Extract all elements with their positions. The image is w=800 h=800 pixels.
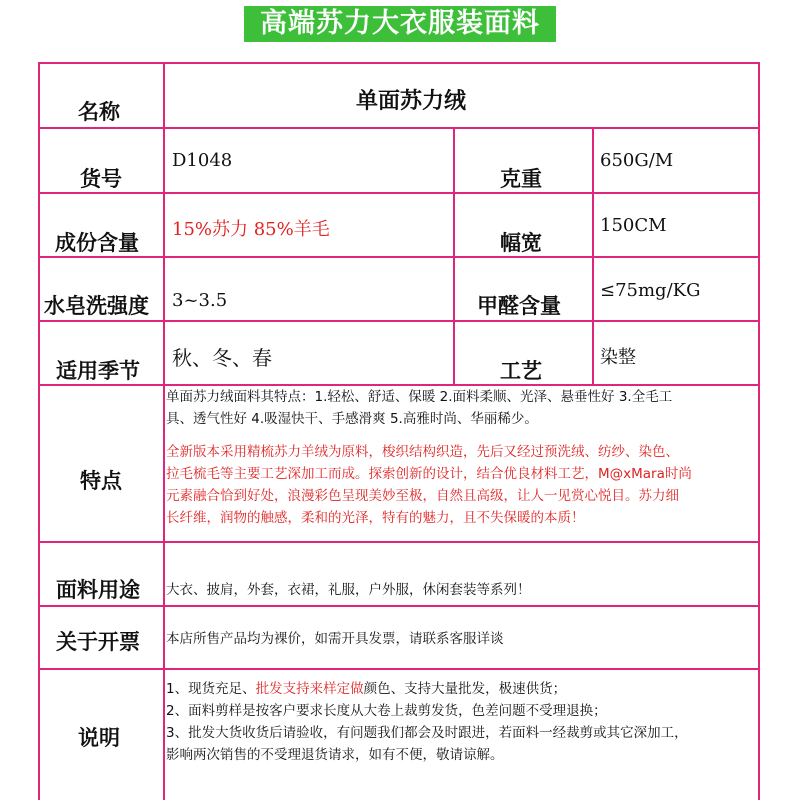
row-divider	[38, 320, 760, 322]
row-divider	[38, 668, 760, 670]
weight-label: 克重	[500, 167, 542, 191]
width-value: 150CM	[600, 215, 667, 236]
process-label: 工艺	[500, 359, 542, 383]
notes-line1-highlight: 批发支持来样定做	[255, 681, 364, 697]
row-divider	[38, 605, 760, 607]
col-divider	[592, 127, 594, 384]
notes-line: 2、面料剪样是按客户要求长度从大卷上裁剪发货，色差问题不受理退换；	[166, 703, 607, 719]
width-label: 幅宽	[500, 231, 542, 255]
invoice-label: 关于开票	[56, 630, 140, 654]
season-value: 秋、冬、春	[172, 346, 272, 370]
composition-label: 成份含量	[55, 231, 139, 255]
notes-label: 说明	[78, 726, 120, 750]
row-divider	[38, 256, 760, 258]
features-line-red: 长纤维，润物的触感，柔和的光泽，特有的魅力，且不失保暖的本质！	[166, 510, 585, 526]
features-line-red: 全新版本采用精梳苏力羊绒为原料，梭织结构织造，先后又经过预洗绒、纺纱、染色、	[166, 444, 679, 460]
item-no-value: D1048	[172, 150, 233, 171]
features-label: 特点	[80, 469, 122, 493]
weight-value: 650G/M	[600, 150, 674, 171]
usage-value: 大衣、披肩，外套，衣裙，礼服，户外服，休闲套装等系列！	[166, 582, 531, 598]
features-spacer	[166, 430, 692, 441]
process-value: 染整	[600, 347, 636, 368]
notes-text	[166, 678, 688, 766]
page-title: 高端苏力大衣服装面料	[244, 6, 556, 42]
features-text	[166, 386, 692, 529]
name-label: 名称	[78, 100, 120, 124]
season-label: 适用季节	[56, 359, 140, 383]
item-no-label: 货号	[80, 167, 122, 191]
features-line-red: 拉毛梳毛等主要工艺深加工而成。探索创新的设计，结合优良材料工艺，M@xMara时尚	[166, 466, 692, 482]
row-divider	[38, 192, 760, 194]
features-line: 具、透气性好 4.吸湿快干、手感滑爽 5.高雅时尚、华丽稀少。	[166, 411, 538, 427]
notes-line	[166, 678, 688, 700]
features-line: 单面苏力绒面料其特点：1.轻松、舒适、保暖 2.面料柔顺、光泽、悬垂性好 3.全毛工	[166, 389, 673, 405]
row-divider	[38, 127, 760, 129]
composition-value: 15%苏力 85%羊毛	[172, 219, 330, 240]
notes-line1-end: 颜色、支持大量批发，极速供货；	[363, 681, 567, 697]
notes-line: 3、批发大货收货后请验收，有问题我们都会及时跟进，若面料一经裁剪或其它深加工，	[166, 725, 688, 741]
row-divider	[38, 541, 760, 543]
formaldehyde-label: 甲醛含量	[477, 294, 561, 318]
usage-label: 面料用途	[56, 578, 140, 602]
wash-label: 水皂洗强度	[44, 294, 149, 318]
notes-line1-start: 1、现货充足、	[166, 681, 256, 697]
features-line-red: 元素融合恰到好处，浪漫彩色呈现美妙至极，自然且高级，让人一见赏心悦目。苏力细	[166, 488, 679, 504]
wash-value: 3~3.5	[172, 290, 228, 311]
notes-line: 影响两次销售的不受理退货请求，如有不便，敬请谅解。	[166, 747, 504, 763]
col-divider	[453, 127, 455, 384]
name-value: 单面苏力绒	[356, 89, 467, 114]
col-divider	[163, 62, 165, 800]
invoice-value: 本店所售产品均为裸价，如需开具发票，请联系客服详谈	[166, 631, 504, 647]
formaldehyde-value: ≤75mg/KG	[600, 280, 701, 301]
